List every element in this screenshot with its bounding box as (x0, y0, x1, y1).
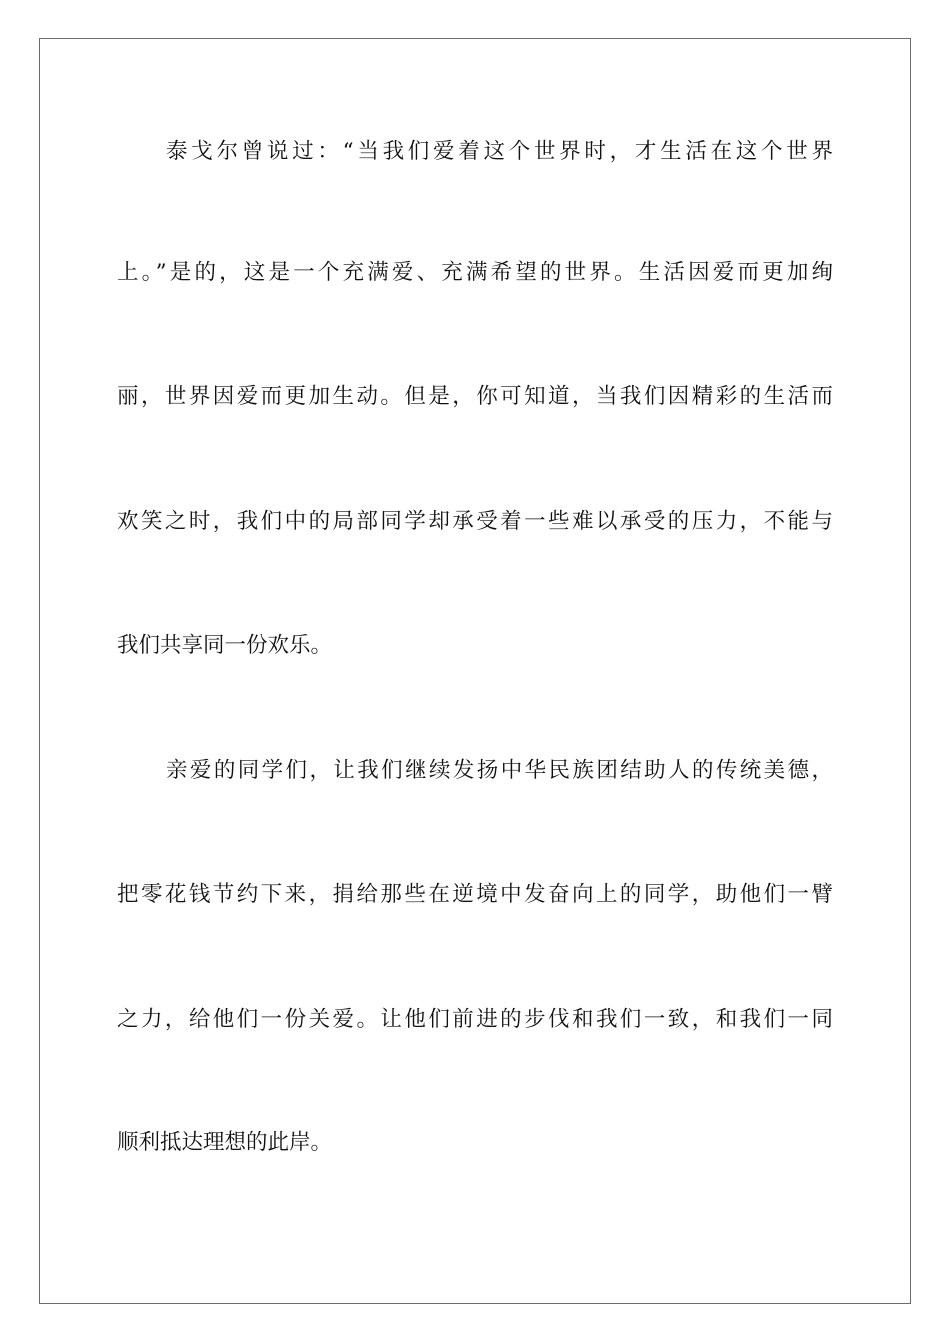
text-line: 顺利抵达理想的此岸。 (117, 1130, 333, 1155)
text-line: 上。”是的，这是一个充满爱、充满希望的世界。生活因爱而更加绚 (117, 260, 833, 285)
text-line: 之力，给他们一份关爱。让他们前进的步伐和我们一致，和我们一同 (117, 1007, 833, 1032)
text-line: 泰戈尔曾说过：“当我们爱着这个世界时，才生活在这个世界 (166, 139, 833, 164)
text-line: 我们共享同一份欢乐。 (117, 633, 333, 658)
text-line: 欢笑之时，我们中的局部同学却承受着一些难以承受的压力，不能与 (117, 509, 833, 534)
text-line: 丽，世界因爱而更加生动。但是，你可知道，当我们因精彩的生活而 (117, 384, 833, 409)
page-frame (39, 38, 911, 1304)
text-line: 把零花钱节约下来，捐给那些在逆境中发奋向上的同学，助他们一臂 (117, 882, 833, 907)
text-line: 亲爱的同学们，让我们继续发扬中华民族团结助人的传统美德， (166, 758, 833, 783)
